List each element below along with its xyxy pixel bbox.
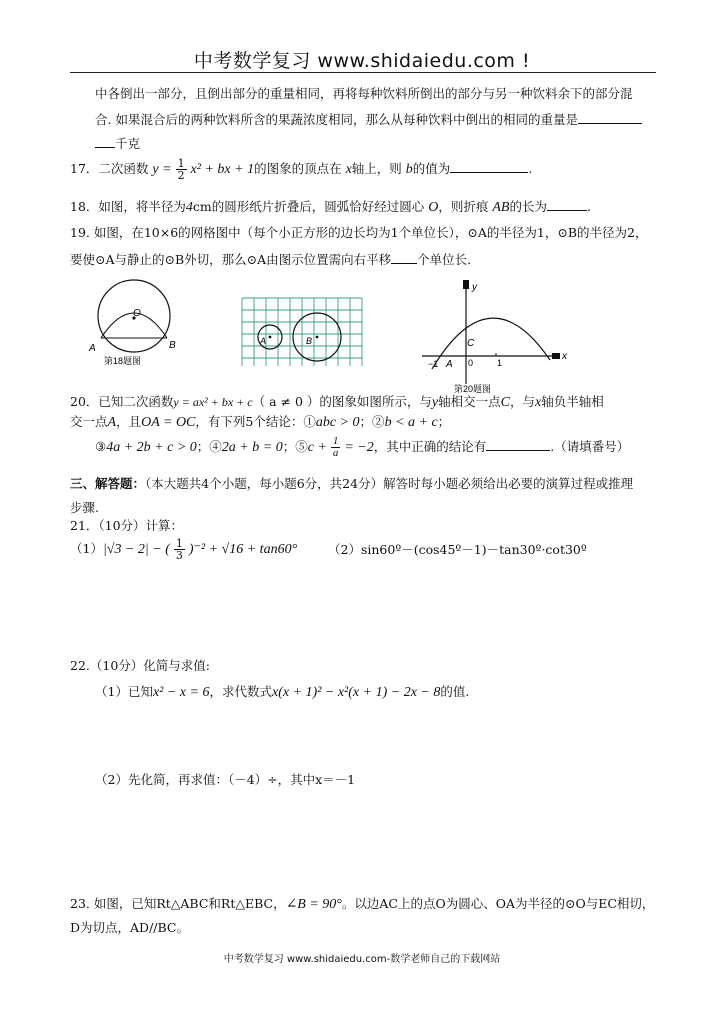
fig20-label-zero: 0 <box>468 358 474 368</box>
section-3-desc2: 步骤. <box>70 500 99 515</box>
question-19-line2: 要使⊙A与静止的⊙B外切，那么⊙A由图示位置需向右平移 个单位长. <box>70 252 472 267</box>
question-20-line2: 交一点A，且OA = OC，有下列5个结论：①abc > 0；②b < a + c； <box>70 414 451 430</box>
fig20-caption: 第20题图 <box>454 384 492 394</box>
fig20-label-C: C <box>467 338 475 349</box>
question-22-part1: （1）已知x² − x = 6，求代数式x(x + 1)² − x²(x + 1) − 2x − 8的值. <box>95 684 470 700</box>
question-20-line1: 20．已知二次函数y = ax² + bx + c（ a ≠ 0 ）的图象如图所示，与y轴相交一点C，与x轴负半轴相 <box>70 394 604 410</box>
fig20-label-neg1: −1 <box>428 359 439 369</box>
question-21-part2: （2）sin60º－(cos45º－1)－tan30º·cot30º <box>328 542 587 557</box>
fig20-label-one: 1 <box>497 358 503 368</box>
fig19-label-A: A <box>260 336 267 346</box>
fig20-label-y: y <box>472 282 477 293</box>
fig19-label-B: B <box>306 336 313 346</box>
question-22-title: 22.（10分）化简与求值: <box>70 658 210 673</box>
figure-20 <box>420 276 570 394</box>
question-23-line2: D为切点，AD//BC。 <box>70 920 189 935</box>
fig18-label-O: O <box>133 308 141 319</box>
question-21-title: 21．（10分）计算： <box>70 518 184 533</box>
fig18-label-B: B <box>169 340 176 351</box>
fig18-label-A: A <box>89 343 96 354</box>
fig20-label-x: x <box>562 351 567 362</box>
page-header: 中考数学复习 www.shidaiedu.com ! <box>193 50 531 72</box>
question-20-line3: ③4a + 2b + c > 0；④2a + b = 0；⑤c + $\frac{1}{a}$ = −2，其中正确的结论有 .（请填番号） <box>95 435 630 459</box>
figure-19 <box>240 296 372 366</box>
p16-line3: 千克 <box>95 134 140 152</box>
fig18-caption: 第18题图 <box>104 356 142 366</box>
question-23-line1: 23. 如图，已知Rt△ABC和Rt△EBC，∠B = 90°。以边AC上的点O为圆心、OA为半径的⊙O与EC相切， <box>70 896 655 912</box>
page-footer: 中考数学复习 www.shidaiedu.com-数学老师自己的下载网站 <box>223 954 501 965</box>
header-rule <box>70 72 656 73</box>
question-22-part2: （2）先化简，再求值：（－4）÷，其中x＝－1 <box>95 772 356 787</box>
figure-18 <box>86 278 186 368</box>
fig20-label-A: A <box>446 359 453 370</box>
p16-line1: 中各倒出一部分，且倒出部分的重量相同，再将每种饮料所倒出的部分与另一种饮料余下的部分混 <box>95 86 633 101</box>
section-3-header: 三、解答题：（本大题共4个小题，每小题6分，共24分）解答时每小题必须给出必要的演算过程或推理 <box>70 476 634 491</box>
question-18: 18．如图，将半径为4cm的圆形纸片折叠后，圆弧恰好经过圆心 O，则折痕 AB的长为 . <box>70 199 591 215</box>
question-17: 17．二次函数 y = $\frac{1}{2}$ x² + bx + 1的图象的顶点在 x轴上，则 b的值为 . <box>70 157 533 182</box>
question-19-line1: 19. 如图，在10×6的网格图中（每个小正方形的边长均为1个单位长），⊙A的半径为1，⊙B的半径为2， <box>70 225 648 240</box>
question-21-part1: （1）|√3 − 2| − ( $\frac{1}{3}$ )⁻² + √16 + tan60° <box>70 537 298 562</box>
p16-line2: 合. 如果混合后的两种饮料所含的果蔬浓度相同，那么从每种饮料中倒出的相同的重量是 <box>95 110 642 128</box>
